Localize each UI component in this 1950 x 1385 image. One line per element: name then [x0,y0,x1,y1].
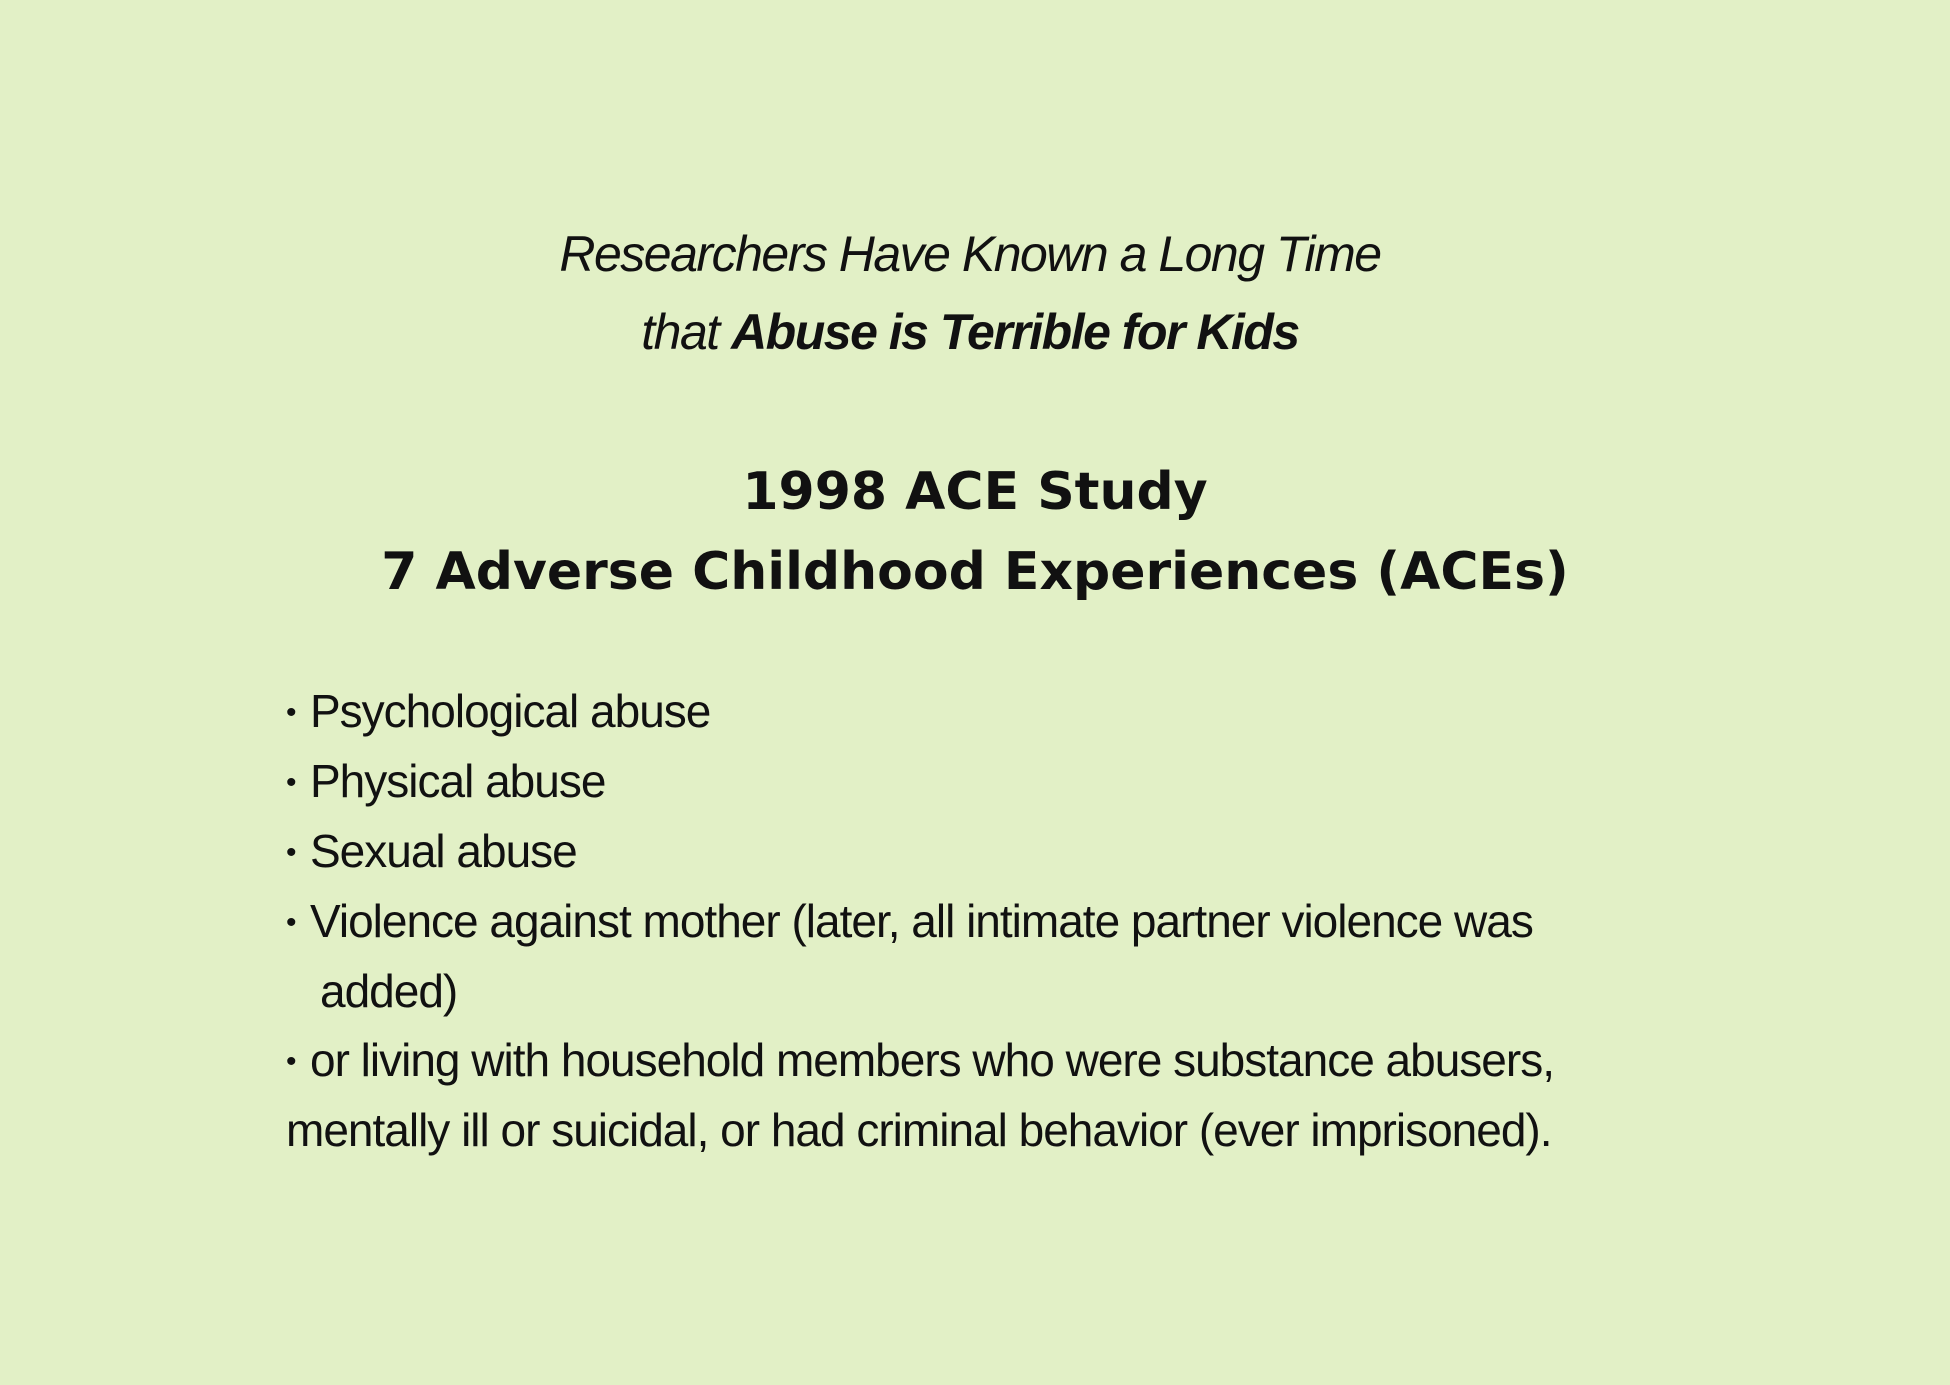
section-heading [0,452,1950,612]
list-item-continuation: added) [320,965,458,1017]
list-item-text: Violence against mother (later, all intimate partner violence was [310,895,1533,947]
heading-line-2: 7 Adverse Childhood Experiences (ACEs) [381,542,1569,602]
list-item-text: Sexual abuse [310,825,577,877]
intro-line-2-emphasis: Abuse is Terrible for Kids [731,304,1299,360]
list-item-sexual-abuse [286,817,1706,887]
ace-list [286,677,1706,1165]
list-item-physical-abuse [286,747,1706,817]
list-item-text: Physical abuse [310,755,606,807]
bullet: • [286,836,296,869]
intro-title [0,215,1940,371]
list-item-text: or living with household members who were substance abusers, [310,1034,1554,1086]
heading-line-1: 1998 ACE Study [742,462,1208,522]
intro-line-2 [0,293,1940,371]
bullet: • [286,1045,296,1078]
bullet: • [286,906,296,939]
intro-line-2-prefix: that [641,304,732,360]
list-item-continuation: mentally ill or suicidal, or had criminal behavior (ever imprisoned). [286,1104,1552,1156]
list-item-household-members [286,1026,1706,1165]
list-item-psychological-abuse [286,677,1706,747]
intro-line-1: Researchers Have Known a Long Time [559,226,1381,282]
list-item-violence-against-mother [286,887,1706,1026]
list-item-text: Psychological abuse [310,685,711,737]
bullet: • [286,696,296,729]
bullet: • [286,766,296,799]
